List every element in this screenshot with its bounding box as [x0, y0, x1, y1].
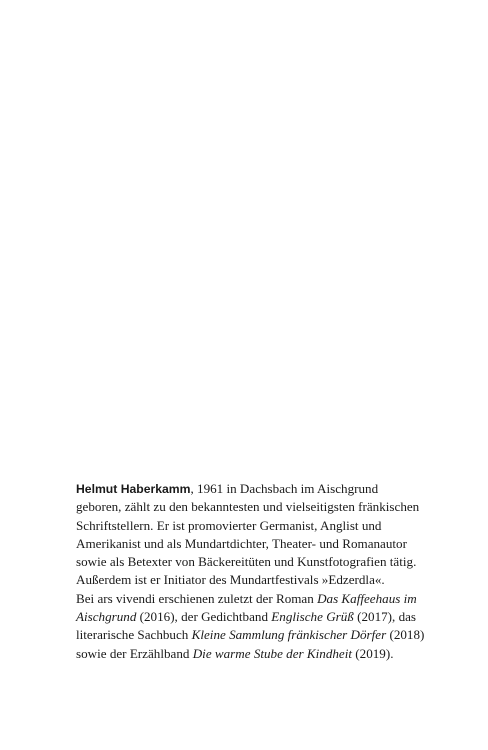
author-biography	[76, 480, 425, 663]
bio-line: sowie als Betexter von Bäckereitüten und Kunstfotografien tätig.	[76, 554, 417, 570]
bio-line	[76, 608, 417, 626]
book-title-kaffeehaus-cont: Aischgrund	[76, 609, 137, 625]
book-title-warme-stube: Die warme Stube der Kindheit	[192, 645, 353, 661]
bio-text: Bei ars vivendi erschienen zuletzt der Roman	[76, 590, 318, 606]
bio-line: Außerdem ist er Initiator des Mundartfestivals »Edzerdla«.	[76, 572, 385, 588]
bio-text: sowie der Erzählband	[76, 645, 193, 661]
bio-line	[76, 590, 417, 608]
bio-text: (2018)	[386, 627, 425, 643]
book-title-englische-gruess: Englische Grüß	[271, 609, 354, 625]
author-name: Helmut Haberkamm	[76, 482, 191, 496]
bio-line	[76, 626, 425, 644]
bio-line	[76, 480, 412, 498]
bio-line: geboren, zählt zu den bekanntesten und vielseitigsten fränkischen	[76, 499, 420, 515]
bio-line	[76, 645, 412, 663]
bio-text: (2019).	[352, 645, 394, 661]
book-title-kaffeehaus: Das Kaffeehaus im	[317, 590, 417, 606]
bio-text: literarische Sachbuch	[76, 627, 192, 643]
bio-text: , 1961 in Dachsbach im Aischgrund	[190, 481, 379, 496]
bio-text: (2017), das	[353, 609, 417, 625]
bio-line: Schriftstellern. Er ist promovierter Germanist, Anglist und	[76, 517, 382, 533]
book-title-kleine-sammlung: Kleine Sammlung fränkischer Dörfer	[191, 627, 387, 643]
bio-text: (2016), der Gedichtband	[136, 609, 272, 625]
bio-line: Amerikanist und als Mundartdichter, Theater- und Romanautor	[76, 535, 407, 551]
